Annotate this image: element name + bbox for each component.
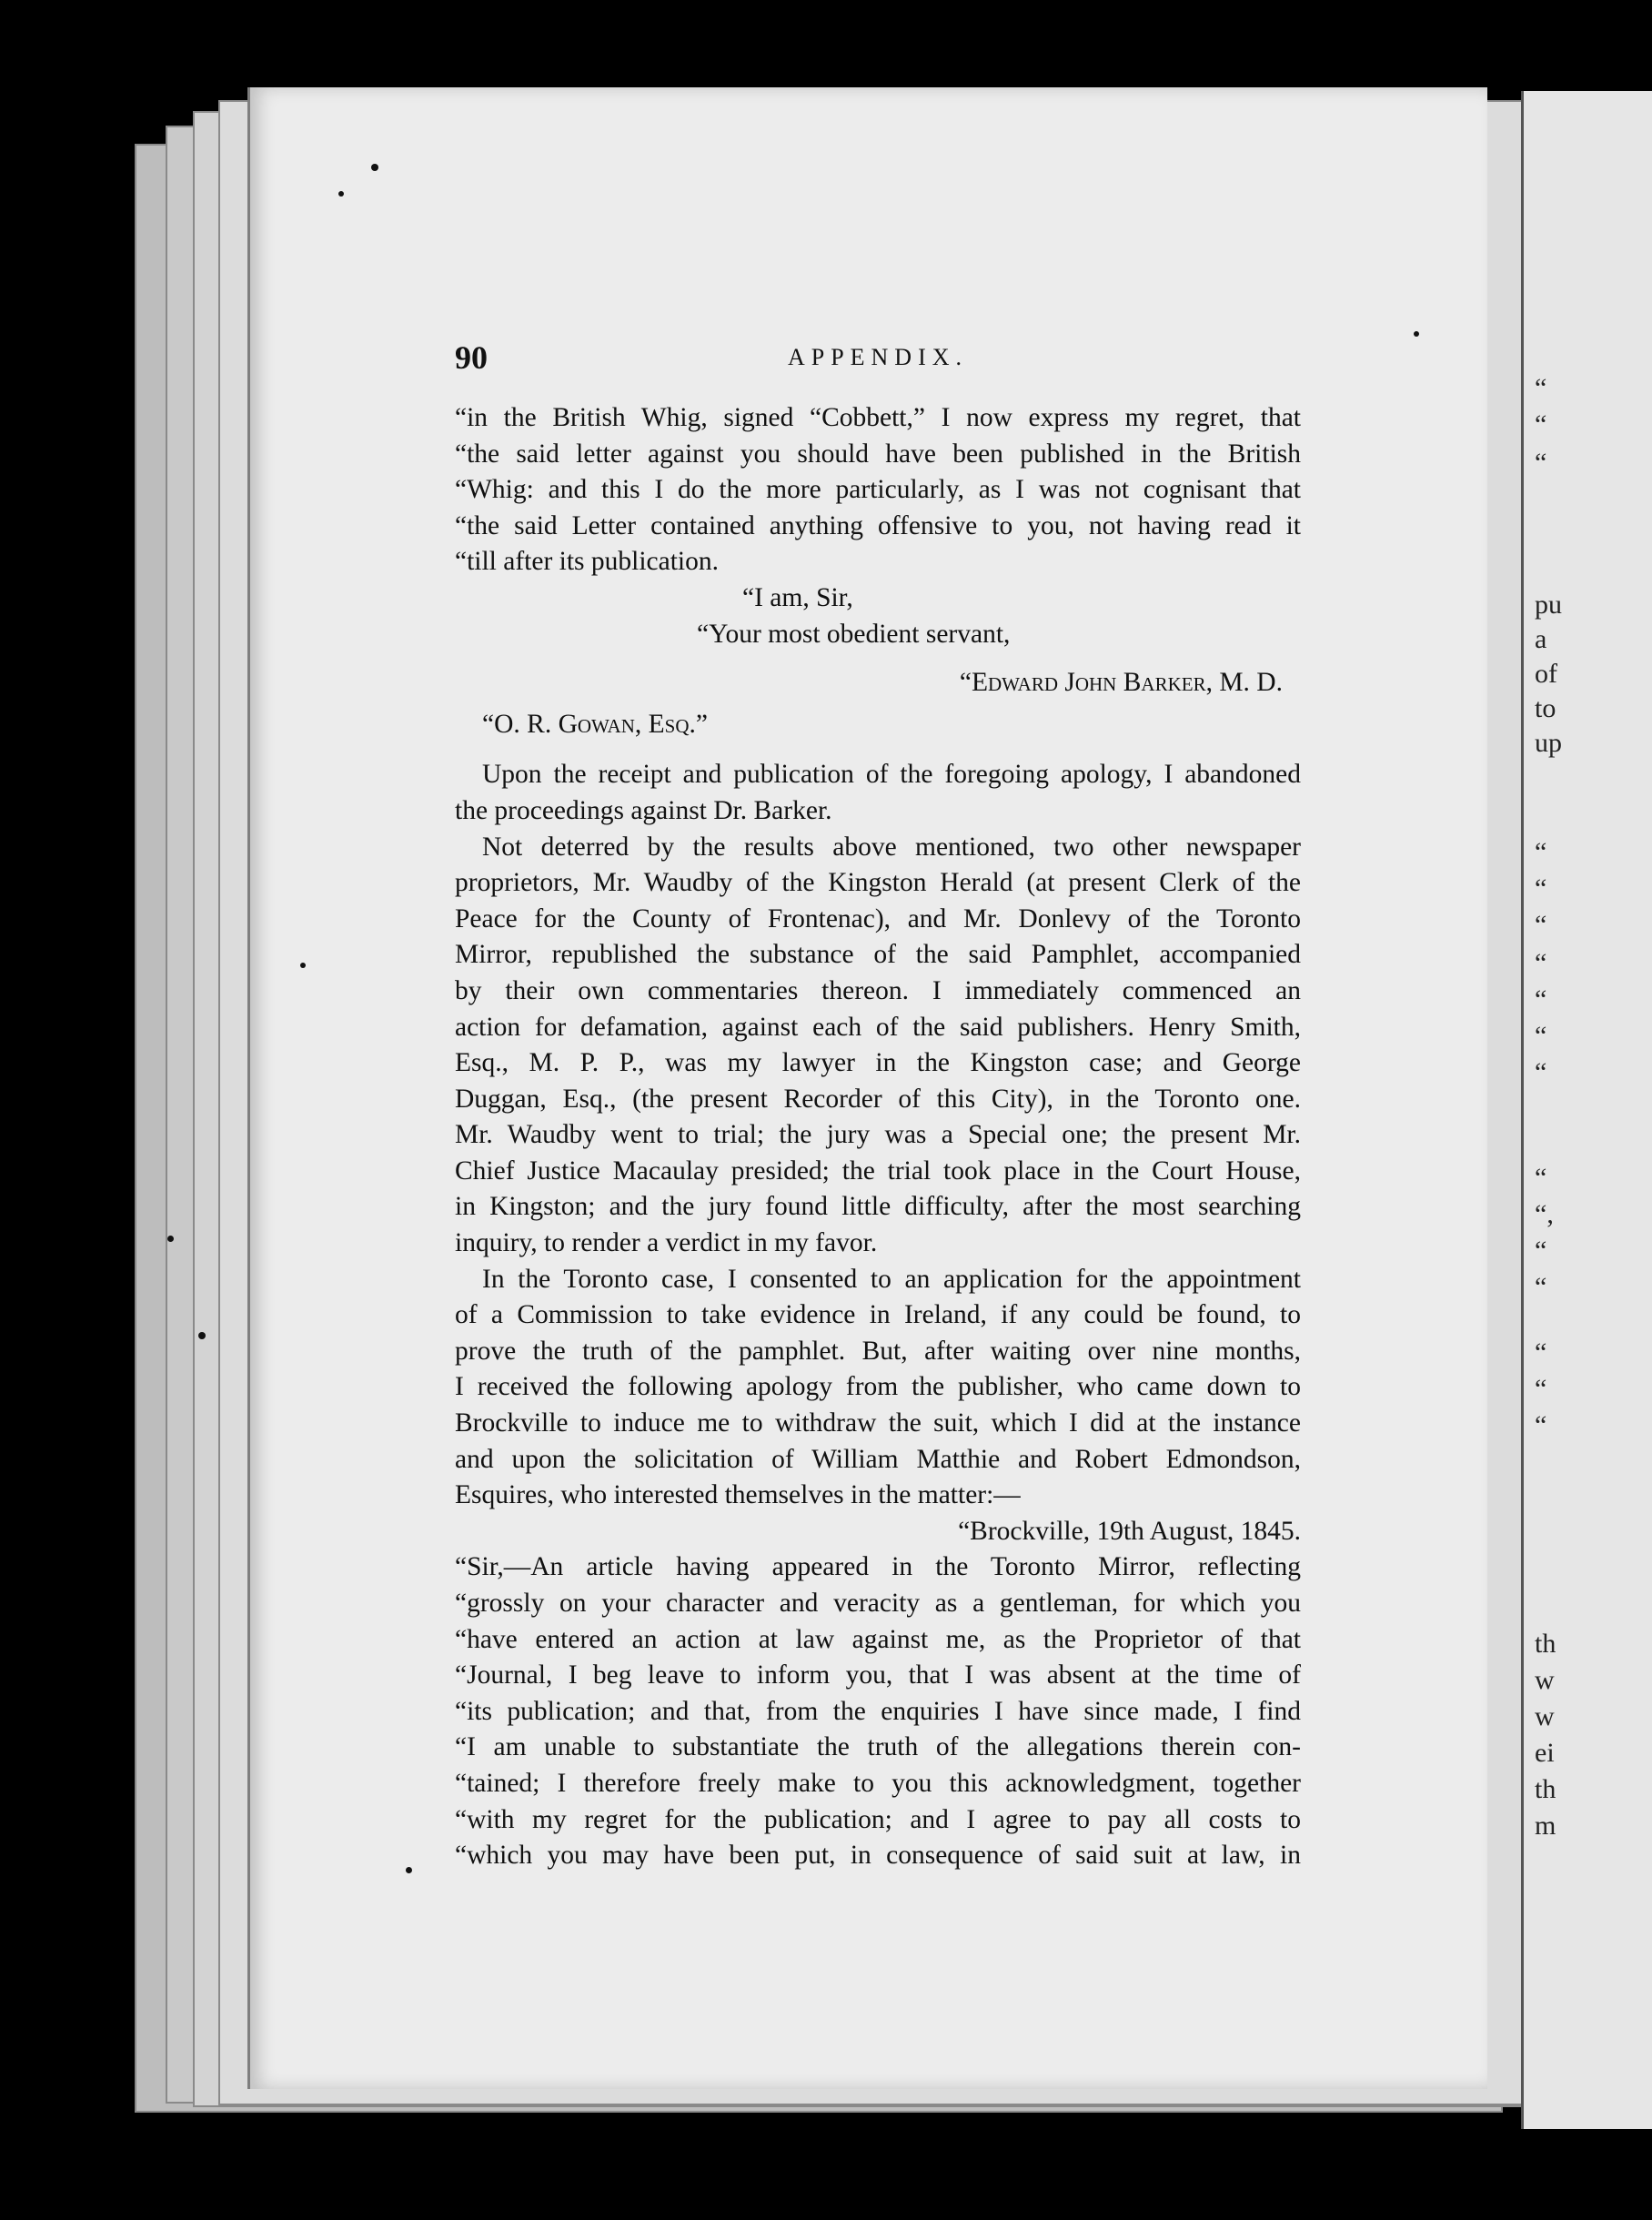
text-line: “till after its publication. (455, 547, 720, 577)
fragment: “ (1535, 373, 1547, 403)
fragment: of (1535, 659, 1557, 689)
fragment: th (1535, 1774, 1556, 1804)
text-line: “in the British Whig, signed “Cobbett,” I now express my regret, that (455, 403, 1301, 432)
ink-speck (406, 1867, 412, 1873)
text-line: “the said Letter contained anything offensive to you, not having read it (455, 510, 1301, 540)
fragment: “ (1535, 948, 1547, 978)
text-line: proprietors, Mr. Waudby of the Kingston Herald (at present Clerk of the (455, 868, 1301, 898)
text-line: action for defamation, against each of the said publishers. Henry Smith, (455, 1012, 1301, 1042)
letter-closing: “I am, Sir, (742, 582, 853, 612)
fragment: “, (1535, 1199, 1554, 1229)
fragment: “ (1535, 910, 1547, 940)
page-number: 90 (455, 339, 488, 376)
fragment: “ (1535, 873, 1547, 903)
adjacent-page-fragment (1521, 91, 1652, 2129)
text-line: “with my regret for the publication; and I agree to pay all costs to (455, 1804, 1301, 1834)
fragment: w (1535, 1665, 1555, 1695)
text-line: Mirror, republished the substance of the said Pamphlet, accompanied (455, 940, 1301, 970)
fragment: “ (1535, 984, 1547, 1014)
text-line: the proceedings against Dr. Barker. (455, 795, 832, 825)
text-line: “which you may have been put, in consequence of said suit at law, in (455, 1841, 1301, 1871)
text-line: prove the truth of the pamphlet. But, after waiting over nine months, (455, 1336, 1301, 1366)
ink-speck (300, 963, 306, 968)
page-body (455, 400, 1301, 1874)
fragment: m (1535, 1811, 1556, 1841)
running-head: APPENDIX. (787, 344, 969, 370)
fragment: “ (1535, 1163, 1547, 1193)
text-line: Not deterred by the results above mentioned, two other newspaper (482, 832, 1301, 862)
fragment: “ (1535, 409, 1547, 439)
dateline: “Brockville, 19th August, 1845. (958, 1516, 1301, 1546)
fragment: “ (1535, 1021, 1547, 1051)
fragment: “ (1535, 448, 1547, 478)
fragment: w (1535, 1701, 1555, 1731)
ink-speck (198, 1332, 206, 1339)
text-line: of a Commission to take evidence in Ireland, if any could be found, to (455, 1300, 1301, 1330)
paragraph (455, 1262, 1301, 1514)
text-line: in Kingston; and the jury found little difficulty, after the most searching (455, 1192, 1301, 1222)
text-line: Esquires, who interested themselves in the matter:— (455, 1480, 1021, 1510)
text-line: Chief Justice Macaulay presided; the trial took place in the Court House, (455, 1155, 1301, 1186)
fragment: “ (1535, 1236, 1547, 1266)
fragment: “ (1535, 1410, 1547, 1440)
text-line: Upon the receipt and publication of the foregoing apology, I abandoned (482, 760, 1301, 790)
text-line: Duggan, Esq., (the present Recorder of this City), in the Toronto one. (455, 1084, 1301, 1114)
letter (455, 1514, 1301, 1874)
ink-speck (338, 191, 344, 197)
fragment: pu (1535, 590, 1562, 620)
text-line: In the Toronto case, I consented to an application for the appointment (482, 1264, 1301, 1294)
text-line: “Sir,—An article having appeared in the Toronto Mirror, reflecting (455, 1552, 1301, 1582)
ink-speck (371, 164, 378, 171)
text-line: “Whig: and this I do the more particularly, as I was not cognisant that (455, 475, 1301, 505)
fragment: “ (1535, 837, 1547, 867)
text-line: by their own commentaries thereon. I immediately commenced an (455, 975, 1301, 1005)
text-line: Mr. Waudby went to trial; the jury was a Special one; the present Mr. (455, 1120, 1301, 1150)
text-line: Brockville to induce me to withdraw the suit, which I did at the instance (455, 1408, 1301, 1438)
ink-speck (167, 1236, 174, 1242)
text-line: inquiry, to render a verdict in my favor. (455, 1228, 878, 1258)
text-line: “tained; I therefore freely make to you this acknowledgment, together (455, 1768, 1301, 1798)
text-line: Esq., M. P. P., was my lawyer in the Kingston case; and George (455, 1048, 1301, 1078)
paragraph (455, 830, 1301, 1262)
ink-speck (1414, 331, 1419, 337)
letter-continuation (455, 400, 1301, 742)
text-line: “its publication; and that, from the enquiries I have since made, I find (455, 1696, 1301, 1726)
fragment: “ (1535, 1272, 1547, 1302)
fragment: ei (1535, 1738, 1555, 1768)
letter-closing: “Your most obedient servant, (697, 619, 1011, 649)
fragment: th (1535, 1629, 1556, 1659)
fragment: to (1535, 693, 1556, 723)
text-line: “grossly on your character and veracity as a gentleman, for which you (455, 1589, 1301, 1618)
page-header (455, 338, 1301, 384)
paragraph (455, 757, 1301, 829)
addressee: “O. R. Gowan, Esq.” (482, 709, 708, 739)
text-line: I received the following apology from the publisher, who came down to (455, 1372, 1301, 1402)
signature: “Edward John Barker, M. D. (959, 668, 1283, 698)
fragment: “ (1535, 1057, 1547, 1087)
fragment: up (1535, 728, 1562, 758)
text-line: Peace for the County of Frontenac), and Mr. Donlevy of the Toronto (455, 903, 1301, 933)
fragment: a (1535, 624, 1547, 654)
fragment: “ (1535, 1337, 1547, 1367)
text-line: and upon the solicitation of William Matthie and Robert Edmondson, (455, 1444, 1301, 1474)
text-line: “the said letter against you should have been published in the British (455, 439, 1301, 469)
fragment: “ (1535, 1374, 1547, 1404)
text-line: “Journal, I beg leave to inform you, that I was absent at the time of (455, 1660, 1301, 1690)
text-line: “have entered an action at law against me, as the Proprietor of that (455, 1624, 1301, 1654)
text-line: “I am unable to substantiate the truth of the allegations therein con- (455, 1732, 1301, 1762)
